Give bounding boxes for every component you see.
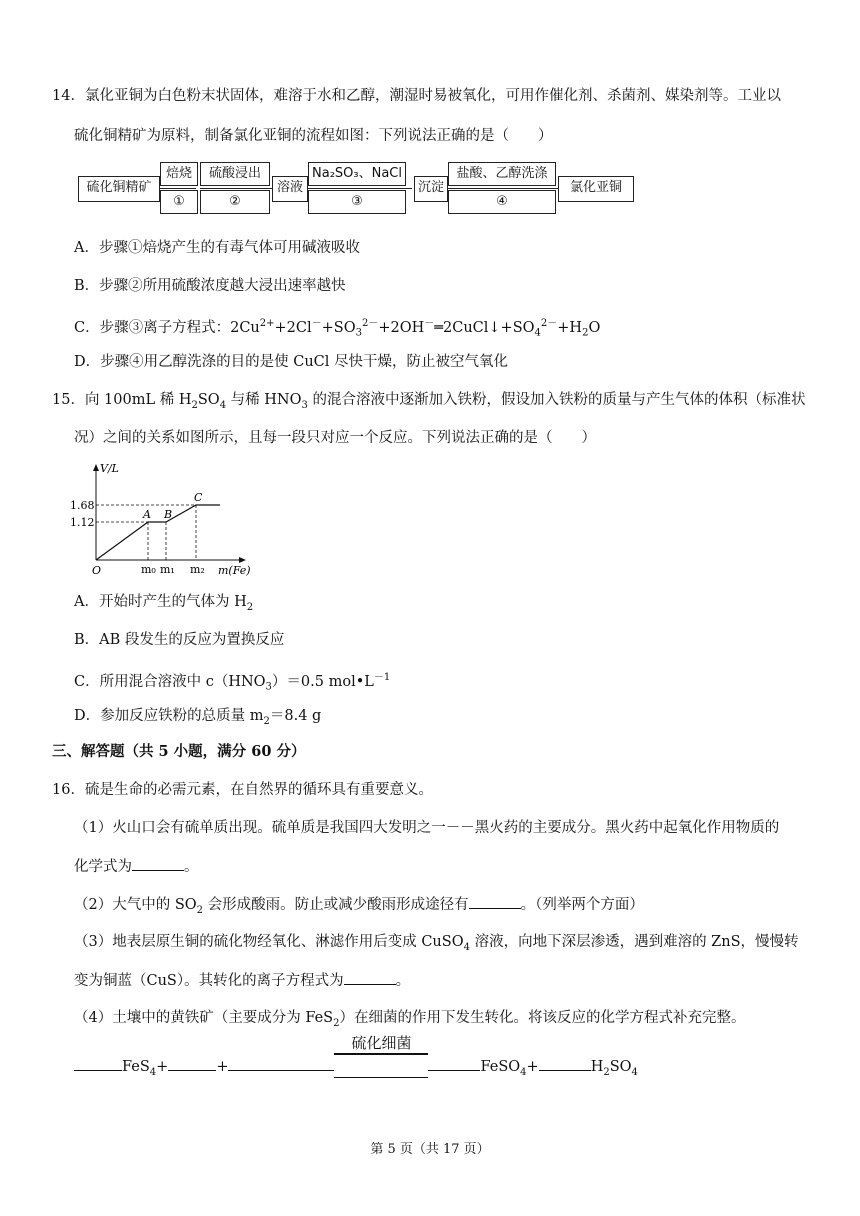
coef-blank-1[interactable] — [74, 1056, 122, 1071]
y-tick-1.12: 1.12 — [70, 516, 95, 529]
x-tick-m1: m₁ — [160, 563, 175, 576]
coef-blank-2[interactable] — [168, 1056, 216, 1071]
coef-blank-4[interactable] — [539, 1056, 591, 1071]
q16-part4: （4）土壤中的黄铁矿（主要成分为 FeS$_2$）在细菌的作用下发生转化。将该反应的化学方程式补充完整。 — [74, 1010, 746, 1029]
q14-option-c: C．步骤③离子方程式：$2Cu^{2+}+2Cl^-+SO_3^{2-}+2OH^-═2CuCl↓+SO_4^{2-}+H_2O$ — [74, 318, 601, 339]
flow-step1-label: 焙烧 — [160, 162, 198, 186]
flow-solution: 溶液 — [272, 176, 308, 202]
reactant-blank[interactable] — [228, 1056, 334, 1071]
q15-line1: 15．向 100mL 稀 $H_2SO_4$ 与稀 $HNO_3$ 的混合溶液中逐渐加入铁粉，假设加入铁粉的质量与产生气体的体积（标准状 — [52, 392, 806, 411]
q15-option-b: B．AB 段发生的反应为置换反应 — [74, 632, 285, 648]
point-b-label: B — [164, 508, 173, 521]
flow-precipitate: 沉淀 — [414, 176, 448, 202]
y-axis-label: V/L — [100, 462, 119, 475]
q14-line2: 硫化铜精矿为原料，制备氯化亚铜的流程如图：下列说法正确的是（ ） — [74, 128, 553, 144]
answer-blank-1[interactable] — [132, 856, 184, 871]
q15-line2: 况）之间的关系如图所示，且每一段只对应一个反应。下列说法正确的是（ ） — [74, 430, 596, 446]
q15-option-a: A．开始时产生的气体为 $H_2$ — [74, 594, 254, 613]
x-tick-m0: m₀ — [141, 563, 156, 576]
flow-step2-label: 硫酸浸出 — [200, 162, 270, 186]
x-tick-m2: m₂ — [190, 563, 205, 576]
q14-line1: 14．氯化亚铜为白色粉末状固体，难溶于水和乙醇，潮湿时易被氧化，可用作催化剂、杀菌剂、媒染剂等。工业以 — [52, 88, 781, 104]
q16-part3-line1: （3）地表层原生铜的硫化物经氧化、淋滤作用后变成 CuSO$_4$ 溶液，向地下深层渗透，遇到难溶的 ZnS，慢慢转 — [74, 934, 799, 953]
flow-step3-label: Na₂SO₃、NaCl — [308, 162, 406, 186]
x-axis-label: m(Fe) — [218, 564, 251, 577]
answer-blank-2[interactable] — [469, 894, 521, 909]
flowchart — [78, 160, 638, 218]
flow-step4-label: 盐酸、乙醇洗涤 — [448, 162, 556, 186]
q16-part1-line1: （1）火山口会有硫单质出现。硫单质是我国四大发明之一－－黑火药的主要成分。黑火药中起氧化作用物质的 — [74, 820, 780, 836]
q15-option-c: C．所用混合溶液中 $c(HNO_3)=0.5$ $mol•L^{-1}$ — [74, 672, 391, 693]
q15-option-d: D．参加反应铁粉的总质量 $m_2=8.4$ g — [74, 708, 322, 727]
point-c-label: C — [194, 491, 203, 504]
q16-stem: 16．硫是生命的必需元素，在自然界的循环具有重要意义。 — [52, 782, 433, 798]
y-tick-1.68: 1.68 — [70, 499, 95, 512]
coef-blank-3[interactable] — [428, 1056, 480, 1071]
q14-option-a: A．步骤①焙烧产生的有毒气体可用碱液吸收 — [74, 240, 360, 256]
answer-blank-3[interactable] — [344, 970, 396, 985]
volume-graph — [70, 460, 260, 580]
q14-option-d: D．步骤④用乙醇洗涤的目的是使 CuCl 尽快干燥，防止被空气氧化 — [74, 354, 509, 370]
flow-step3-num: ③ — [308, 190, 406, 214]
flow-step2-num: ② — [200, 190, 270, 214]
flow-raw: 硫化铜精矿 — [78, 176, 160, 202]
section-heading: 三、解答题（共 5 小题，满分 60 分） — [52, 743, 306, 760]
q14-option-b: B．步骤②所用硫酸浓度越大浸出速率越快 — [74, 278, 346, 294]
origin-label: O — [92, 564, 102, 577]
q16-part3-line2: 变为铜蓝（CuS）。其转化的离子方程式为 。 — [74, 970, 410, 991]
flow-step4-num: ④ — [448, 190, 556, 214]
q16-part1-line2: 化学式为 。 — [74, 856, 199, 877]
reaction-condition: 硫化细菌 — [334, 1033, 428, 1055]
q16-equation: FeS$_4$+ + 硫化细菌 FeSO$_4$+ $H_2SO_4$ — [74, 1056, 638, 1083]
q16-part2: （2）大气中的 $SO_2$ 会形成酸雨。防止或减少酸雨形成途径有 。（列举两个方面） — [74, 894, 644, 921]
page-footer: 第 5 页（共 17 页） — [370, 1142, 490, 1157]
point-a-label: A — [143, 508, 151, 521]
flow-step1-num: ① — [160, 190, 198, 214]
flow-product: 氯化亚铜 — [558, 176, 634, 202]
